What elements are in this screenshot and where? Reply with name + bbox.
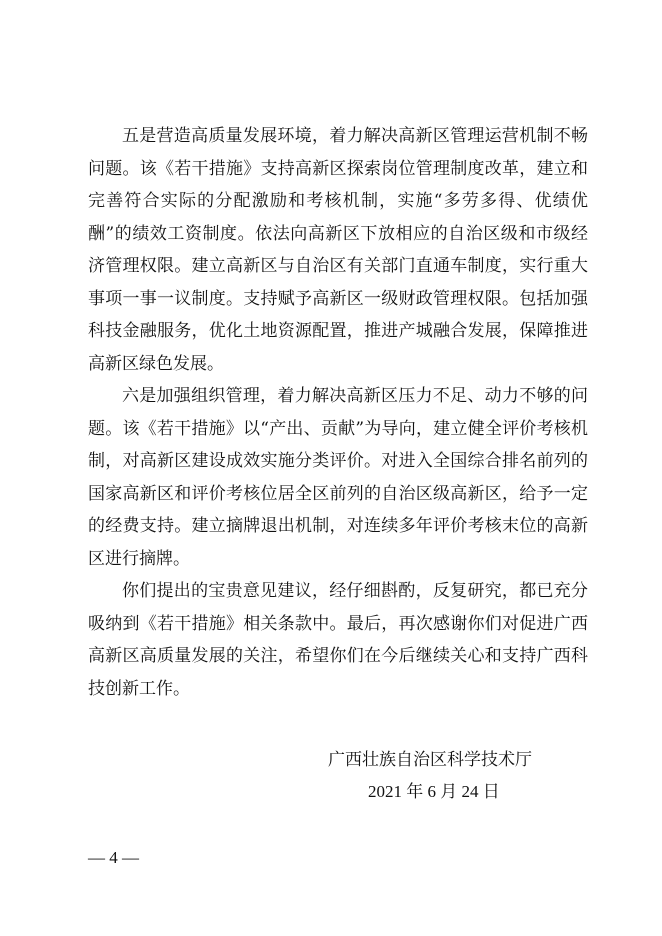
paragraph-six: 六是加强组织管理，着力解决高新区压力不足、动力不够的问题。该《若干措施》以“产出、贡献”为导向，建立健全评价考核机制，对高新区建设成效实施分类评价。对进入全国综合排名前列的国家高新区和评价考核位居全区前列的自治区级高新区，给予一定的经费支持。建立摘牌退出机制，对连续多年评价考核末位的高新区进行摘牌。 bbox=[88, 386, 588, 569]
signature-organization: 广西壮族自治区科学技术厅 bbox=[328, 750, 532, 770]
paragraph-closing: 你们提出的宝贵意见建议，经仔细斟酌，反复研究，都已充分吸纳到《若干措施》相关条款中。最后，再次感谢你们对促进广西高新区高质量发展的关注，希望你们在今后继续关心和支持广西科技创新工作。 bbox=[88, 581, 588, 699]
paragraph-five: 五是营造高质量发展环境，着力解决高新区管理运营机制不畅问题。该《若干措施》支持高新区探索岗位管理制度改革，建立和完善符合实际的分配激励和考核机制，实施“多劳多得、优绩优酬”的绩效工资制度。依法向高新区下放相应的自治区级和市级经济管理权限。建立高新区与自治区有关部门直通车制度，实行重大事项一事一议制度。支持赋予高新区一级财政管理权限。包括加强科技金融服务，优化土地资源配置，推进产城融合发展，保障推进高新区绿色发展。 bbox=[88, 126, 588, 374]
signature-date: 2021 年 6 月 24 日 bbox=[368, 782, 500, 801]
signature-block bbox=[300, 744, 560, 808]
letter-body bbox=[88, 120, 588, 705]
page-number: — 4 — bbox=[88, 848, 139, 867]
